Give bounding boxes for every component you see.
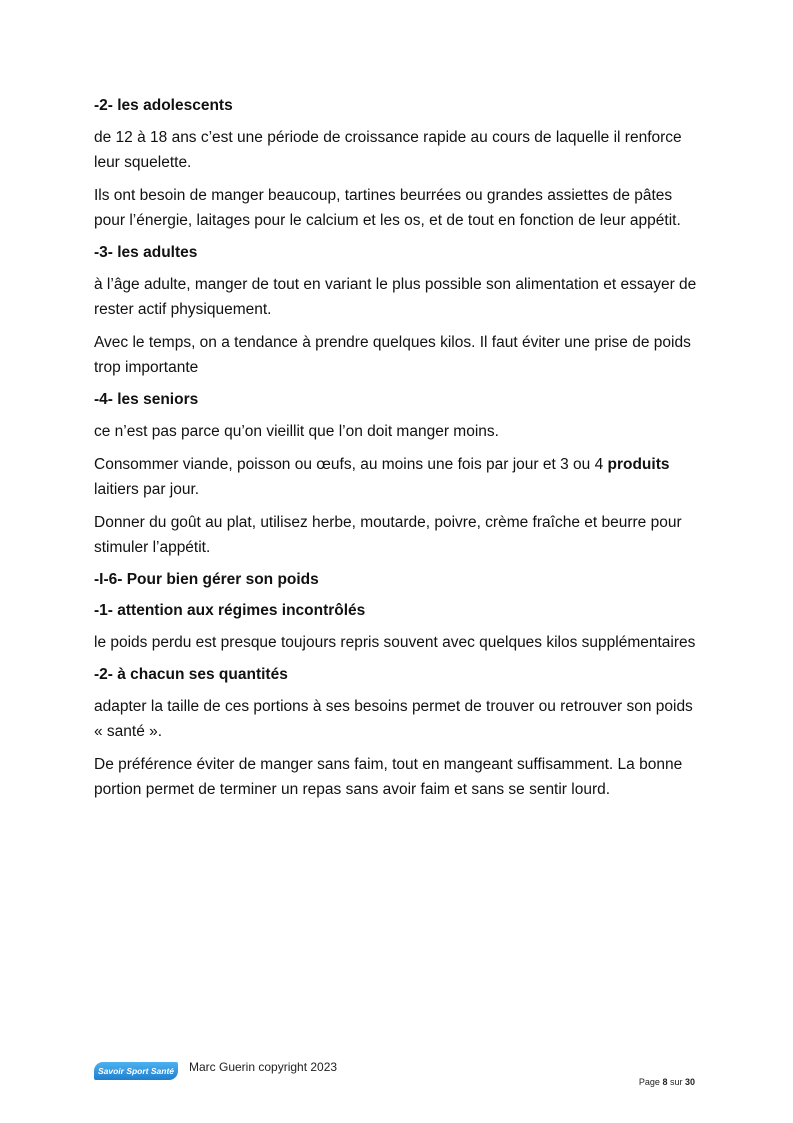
paragraph: Ils ont besoin de manger beaucoup, tartines beurrées ou grandes assiettes de pâtes pour l’énergie, laitages pour le calcium et les os, et de tout en fonction de leur appétit. [94,187,681,229]
paragraph: de 12 à 18 ans c’est une période de croissance rapide au cours de laquelle il renforce leur squelette. [94,129,682,171]
paragraph-text: Consommer viande, poisson ou œufs, au moins une fois par jour et 3 ou 4 [94,456,608,473]
page-current: 8 [662,1077,668,1087]
paragraph: Donner du goût au plat, utilisez herbe, moutarde, poivre, crème fraîche et beurre pour stimuler l’appétit. [94,514,682,556]
section-heading: -I-6- Pour bien gérer son poids [94,571,319,588]
section-heading: -4- les seniors [94,391,199,408]
bold-word: produits [607,456,670,473]
paragraph: De préférence éviter de manger sans faim, tout en mangeant suffisamment. La bonne portion permet de terminer un repas sans avoir faim et sans se sentir lourd. [94,756,683,798]
section-heading: -1- attention aux régimes incontrôlés [94,602,366,619]
footer-copyright: Marc Guerin copyright 2023 [189,1060,338,1074]
paragraph: adapter la taille de ces portions à ses besoins permet de trouver ou retrouver son poids « santé ». [94,698,693,740]
paragraph [94,452,699,502]
paragraph: Avec le temps, on a tendance à prendre quelques kilos. Il faut éviter une prise de poids trop importante [94,334,691,376]
document-body [94,94,699,810]
paragraph-text: laitiers par jour. [94,481,200,498]
page-prefix: Page [638,1077,663,1087]
section-heading: -2- les adolescents [94,97,233,114]
page-total: 30 [684,1077,695,1087]
savoir-sport-sante-logo: Savoir Sport Santé [94,1062,178,1080]
page-number [639,1077,695,1087]
paragraph: le poids perdu est presque toujours repris souvent avec quelques kilos supplémentaires [94,634,696,651]
paragraph: à l’âge adulte, manger de tout en variant le plus possible son alimentation et essayer de rester actif physiquement. [94,276,697,318]
section-heading: -2- à chacun ses quantités [94,666,288,683]
paragraph: ce n’est pas parce qu’on vieillit que l’on doit manger moins. [94,423,499,440]
page-separator: sur [667,1077,685,1087]
section-heading: -3- les adultes [94,244,198,261]
